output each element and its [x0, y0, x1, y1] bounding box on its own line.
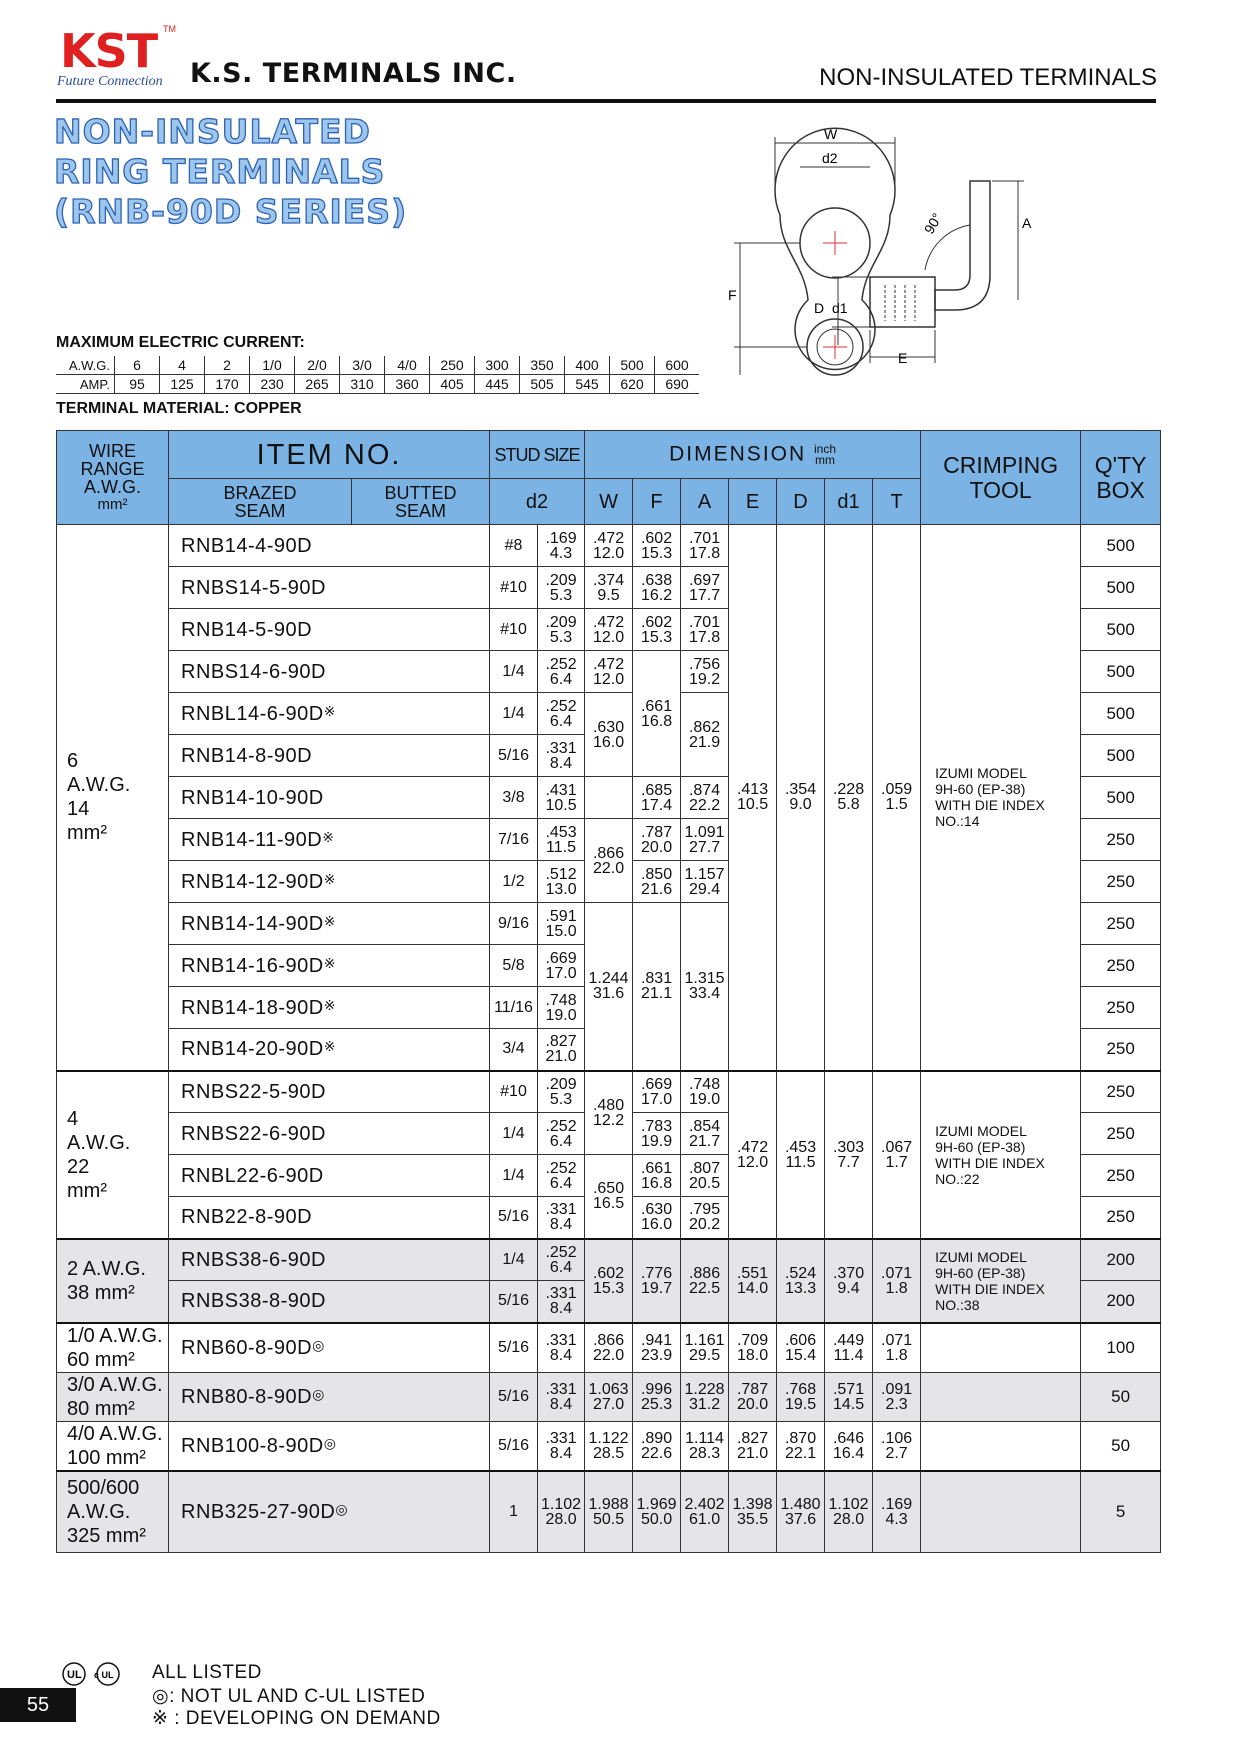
qty-box: 200: [1081, 1281, 1161, 1323]
company-name: K.S. TERMINALS INC.: [190, 58, 517, 89]
header-qty-box: Q'TY BOX: [1081, 431, 1161, 525]
a-value: .697 17.7: [681, 567, 729, 609]
f-value: .941 23.9: [633, 1323, 681, 1373]
stud-size: 5/16: [490, 1421, 538, 1471]
qty-box: 5: [1081, 1471, 1161, 1553]
table-row: [57, 1323, 1161, 1373]
item-mark: ※: [323, 870, 336, 887]
svg-text:c UL: c UL: [94, 1670, 114, 1680]
table-row: [57, 525, 1161, 567]
d2-value: .209 5.3: [538, 1071, 585, 1113]
awg-row: A.W.G. 6 4 2 1/0 2/0 3/0 4/0 250 300 350 400 500 600: [56, 356, 699, 375]
crimping-tool: [921, 1323, 1081, 1373]
stud-size: 11/16: [490, 987, 538, 1029]
legend-all-listed: ALL LISTED: [152, 1662, 262, 1683]
wire-range: 4 A.W.G. 22 mm²: [57, 1071, 169, 1239]
item-no: RNBL22-6-90D: [169, 1155, 490, 1197]
wire-range: 2 A.W.G. 38 mm²: [57, 1239, 169, 1323]
a-value: .807 20.5: [681, 1155, 729, 1197]
header-item-no: ITEM NO.: [169, 431, 490, 479]
item-no: RNBS14-5-90D: [169, 567, 490, 609]
item-no: RNBS14-6-90D: [169, 651, 490, 693]
d1-value: .646 16.4: [825, 1421, 873, 1471]
stud-size: 1: [490, 1471, 538, 1553]
d1-value: .571 14.5: [825, 1372, 873, 1421]
stud-size: 1/4: [490, 693, 538, 735]
d2-value: .209 5.3: [538, 567, 585, 609]
label-e: E: [898, 350, 908, 366]
d2-value: .453 11.5: [538, 819, 585, 861]
t-value: .106 2.7: [873, 1421, 921, 1471]
item-mark: ※: [323, 1038, 336, 1055]
d2-value: .591 15.0: [538, 903, 585, 945]
label-d1: d1: [832, 300, 848, 316]
d2-value: .331 8.4: [538, 735, 585, 777]
stud-size: 1/4: [490, 651, 538, 693]
page-number: 55: [0, 1688, 76, 1722]
item-no: RNB14-20-90D※: [169, 1029, 490, 1071]
item-no: RNBS38-6-90D: [169, 1239, 490, 1281]
stud-size: 9/16: [490, 903, 538, 945]
header-d: D: [777, 479, 825, 525]
item-no: RNB60-8-90D◎: [169, 1323, 490, 1373]
trademark: TM: [163, 24, 176, 34]
f-value: .602 15.3: [633, 609, 681, 651]
w-value: .866 22.0: [585, 1323, 633, 1373]
f-value: .602 15.3: [633, 525, 681, 567]
d2-value: .331 8.4: [538, 1323, 585, 1373]
label-d2: d2: [822, 150, 838, 166]
d2-value: .669 17.0: [538, 945, 585, 987]
t-value: .169 4.3: [873, 1471, 921, 1553]
item-no: RNB14-14-90D※: [169, 903, 490, 945]
w-value: .650 16.5: [585, 1155, 633, 1239]
wire-range: 500/600 A.W.G. 325 mm²: [57, 1471, 169, 1553]
f-value: .831 21.1: [633, 903, 681, 1071]
qty-box: 50: [1081, 1421, 1161, 1471]
f-value: .685 17.4: [633, 777, 681, 819]
e-value: .709 18.0: [729, 1323, 777, 1373]
item-no: RNB325-27-90D◎: [169, 1471, 490, 1553]
stud-size: 1/4: [490, 1239, 538, 1281]
item-mark: ◎: [335, 1500, 349, 1517]
header-rule: [56, 99, 1156, 103]
qty-box: 200: [1081, 1239, 1161, 1281]
d2-value: .252 6.4: [538, 1239, 585, 1281]
header-d1: d1: [825, 479, 873, 525]
item-no: RNB14-11-90D※: [169, 819, 490, 861]
item-mark: ※: [323, 996, 336, 1013]
stud-size: 1/4: [490, 1113, 538, 1155]
stud-size: 5/16: [490, 1372, 538, 1421]
f-value: .850 21.6: [633, 861, 681, 903]
w-value: .472 12.0: [585, 525, 633, 567]
f-value: .776 19.7: [633, 1239, 681, 1323]
crimping-tool: IZUMI MODEL 9H-60 (EP-38) WITH DIE INDEX NO.:38: [921, 1239, 1081, 1323]
table-row: [57, 1372, 1161, 1421]
terminal-diagram: [720, 125, 1170, 415]
header-brazed-seam: BRAZED SEAM: [169, 479, 352, 525]
d-value: .354 9.0: [777, 525, 825, 1071]
t-value: .091 2.3: [873, 1372, 921, 1421]
qty-box: 250: [1081, 1155, 1161, 1197]
d2-value: .331 8.4: [538, 1197, 585, 1239]
qty-box: 250: [1081, 1113, 1161, 1155]
header-wire-range: WIRE RANGE A.W.G. mm²: [57, 431, 169, 525]
item-no: RNB22-8-90D: [169, 1197, 490, 1239]
item-no: RNB80-8-90D◎: [169, 1372, 490, 1421]
d2-value: .512 13.0: [538, 861, 585, 903]
f-value: 1.969 50.0: [633, 1471, 681, 1553]
crimping-tool: IZUMI MODEL 9H-60 (EP-38) WITH DIE INDEX NO.:14: [921, 525, 1081, 1071]
a-value: .756 19.2: [681, 651, 729, 693]
stud-size: 5/8: [490, 945, 538, 987]
item-no: RNB14-18-90D※: [169, 987, 490, 1029]
crimping-tool: [921, 1372, 1081, 1421]
a-value: .874 22.2: [681, 777, 729, 819]
item-mark: ※: [323, 954, 336, 971]
item-no: RNB14-8-90D: [169, 735, 490, 777]
d2-value: .331 8.4: [538, 1421, 585, 1471]
stud-size: 7/16: [490, 819, 538, 861]
table-row: [57, 1239, 1161, 1281]
a-value: 1.315 33.4: [681, 903, 729, 1071]
crimping-tool: [921, 1471, 1081, 1553]
legend-not-listed: ◎: NOT UL AND C-UL LISTED: [152, 1686, 426, 1707]
qty-box: 500: [1081, 651, 1161, 693]
f-value: .996 25.3: [633, 1372, 681, 1421]
header-t: T: [873, 479, 921, 525]
d1-value: .449 11.4: [825, 1323, 873, 1373]
d-value: 1.480 37.6: [777, 1471, 825, 1553]
qty-box: 250: [1081, 903, 1161, 945]
e-value: 1.398 35.5: [729, 1471, 777, 1553]
a-value: .862 21.9: [681, 693, 729, 777]
stud-size: 5/16: [490, 1281, 538, 1323]
label-a: A: [1022, 215, 1032, 231]
d2-value: .331 8.4: [538, 1281, 585, 1323]
wire-range: 1/0 A.W.G. 60 mm²: [57, 1323, 169, 1373]
d2-value: .209 5.3: [538, 609, 585, 651]
item-no: RNB100-8-90D◎: [169, 1421, 490, 1471]
d1-value: .303 7.7: [825, 1071, 873, 1239]
f-value: .890 22.6: [633, 1421, 681, 1471]
qty-box: 500: [1081, 525, 1161, 567]
stud-size: #10: [490, 567, 538, 609]
item-mark: ※: [322, 828, 335, 845]
a-value: .795 20.2: [681, 1197, 729, 1239]
item-no: RNBS22-6-90D: [169, 1113, 490, 1155]
table-row: [57, 1421, 1161, 1471]
qty-box: 250: [1081, 1029, 1161, 1071]
qty-box: 100: [1081, 1323, 1161, 1373]
w-value: .866 22.0: [585, 819, 633, 903]
a-value: 1.091 27.7: [681, 819, 729, 861]
w-value: 1.988 50.5: [585, 1471, 633, 1553]
legend-developing: ※ : DEVELOPING ON DEMAND: [152, 1708, 441, 1729]
f-value: .630 16.0: [633, 1197, 681, 1239]
qty-box: 50: [1081, 1372, 1161, 1421]
header-d2: d2: [490, 479, 585, 525]
e-value: .472 12.0: [729, 1071, 777, 1239]
item-mark: ◎: [312, 1385, 325, 1402]
d2-value: .827 21.0: [538, 1029, 585, 1071]
label-d: D: [814, 300, 825, 316]
item-mark: ◎: [312, 1336, 325, 1353]
current-caption: MAXIMUM ELECTRIC CURRENT:: [56, 334, 305, 351]
t-value: .071 1.8: [873, 1323, 921, 1373]
header-crimping-tool: CRIMPING TOOL: [921, 431, 1081, 525]
svg-text:UL: UL: [67, 1669, 82, 1681]
stud-size: 3/4: [490, 1029, 538, 1071]
item-mark: ※: [323, 702, 336, 719]
d-value: .524 13.3: [777, 1239, 825, 1323]
f-value: .661 16.8: [633, 1155, 681, 1197]
a-value: 2.402 61.0: [681, 1471, 729, 1553]
d1-value: .370 9.4: [825, 1239, 873, 1323]
awg-label: A.W.G.: [56, 356, 115, 375]
header-butted-seam: BUTTED SEAM: [352, 479, 490, 525]
e-value: .413 10.5: [729, 525, 777, 1071]
a-value: 1.114 28.3: [681, 1421, 729, 1471]
qty-box: 250: [1081, 987, 1161, 1029]
header-stud-size: STUD SIZE: [490, 431, 585, 479]
d-value: .870 22.1: [777, 1421, 825, 1471]
a-value: .886 22.5: [681, 1239, 729, 1323]
w-value: .602 15.3: [585, 1239, 633, 1323]
qty-box: 250: [1081, 861, 1161, 903]
slogan: Future Connection: [57, 74, 163, 89]
stud-size: 5/16: [490, 1323, 538, 1373]
qty-box: 500: [1081, 693, 1161, 735]
d2-value: 1.102 28.0: [538, 1471, 585, 1553]
a-value: .701 17.8: [681, 609, 729, 651]
w-value: .472 12.0: [585, 609, 633, 651]
d-value: .768 19.5: [777, 1372, 825, 1421]
t-value: .071 1.8: [873, 1239, 921, 1323]
w-value: .630 16.0: [585, 693, 633, 777]
w-value: .374 9.5: [585, 567, 633, 609]
f-value: .783 19.9: [633, 1113, 681, 1155]
label-f: F: [728, 287, 737, 303]
wire-range: 3/0 A.W.G. 80 mm²: [57, 1372, 169, 1421]
a-value: .701 17.8: [681, 525, 729, 567]
section-title: NON-INSULATED TERMINALS: [819, 64, 1157, 91]
stud-size: #10: [490, 1071, 538, 1113]
w-value: .480 12.2: [585, 1071, 633, 1155]
stud-size: 3/8: [490, 777, 538, 819]
w-value: 1.244 31.6: [585, 903, 633, 1071]
header-a: A: [681, 479, 729, 525]
a-value: .748 19.0: [681, 1071, 729, 1113]
d2-value: .252 6.4: [538, 1113, 585, 1155]
d2-value: .431 10.5: [538, 777, 585, 819]
t-value: .059 1.5: [873, 525, 921, 1071]
kst-logo: KST: [60, 24, 158, 78]
item-mark: ◎: [323, 1434, 337, 1451]
ul-listed-icons: [60, 1660, 130, 1690]
header-e: E: [729, 479, 777, 525]
table-row: [57, 1071, 1161, 1113]
a-value: 1.228 31.2: [681, 1372, 729, 1421]
stud-size: 5/16: [490, 1197, 538, 1239]
f-value: .669 17.0: [633, 1071, 681, 1113]
page-title-line3: (RNB-90D SERIES): [54, 192, 408, 231]
label-angle: 90°: [920, 210, 946, 237]
amp-label: AMP.: [56, 375, 115, 394]
w-value: 1.122 28.5: [585, 1421, 633, 1471]
stud-size: 1/2: [490, 861, 538, 903]
wire-range: 4/0 A.W.G. 100 mm²: [57, 1421, 169, 1471]
d1-value: .228 5.8: [825, 525, 873, 1071]
f-value: .638 16.2: [633, 567, 681, 609]
qty-box: 500: [1081, 609, 1161, 651]
item-no: RNBS38-8-90D: [169, 1281, 490, 1323]
d2-value: .252 6.4: [538, 1155, 585, 1197]
crimping-tool: IZUMI MODEL 9H-60 (EP-38) WITH DIE INDEX NO.:22: [921, 1071, 1081, 1239]
f-value: .661 16.8: [633, 651, 681, 777]
d2-value: .252 6.4: [538, 651, 585, 693]
w-value: 1.063 27.0: [585, 1372, 633, 1421]
header-dimension: DIMENSION inch mm: [585, 431, 921, 479]
w-value: [585, 777, 633, 819]
e-value: .787 20.0: [729, 1372, 777, 1421]
stud-size: #10: [490, 609, 538, 651]
item-no: RNB14-10-90D: [169, 777, 490, 819]
w-value: .472 12.0: [585, 651, 633, 693]
e-value: .551 14.0: [729, 1239, 777, 1323]
qty-box: 250: [1081, 1197, 1161, 1239]
qty-box: 500: [1081, 777, 1161, 819]
f-value: .787 20.0: [633, 819, 681, 861]
qty-box: 500: [1081, 567, 1161, 609]
qty-box: 500: [1081, 735, 1161, 777]
header-f: F: [633, 479, 681, 525]
a-value: 1.157 29.4: [681, 861, 729, 903]
header-w: W: [585, 479, 633, 525]
d2-value: .748 19.0: [538, 987, 585, 1029]
d1-value: 1.102 28.0: [825, 1471, 873, 1553]
e-value: .827 21.0: [729, 1421, 777, 1471]
t-value: .067 1.7: [873, 1071, 921, 1239]
qty-box: 250: [1081, 819, 1161, 861]
item-mark: ※: [323, 912, 336, 929]
d2-value: .252 6.4: [538, 693, 585, 735]
item-no: RNBL14-6-90D※: [169, 693, 490, 735]
d-value: .453 11.5: [777, 1071, 825, 1239]
item-no: RNB14-16-90D※: [169, 945, 490, 987]
page-title-line2: RING TERMINALS: [54, 152, 386, 191]
crimping-tool: [921, 1421, 1081, 1471]
stud-size: 1/4: [490, 1155, 538, 1197]
d2-value: .331 8.4: [538, 1372, 585, 1421]
table-row: [57, 1471, 1161, 1553]
material-caption: TERMINAL MATERIAL: COPPER: [56, 400, 302, 417]
a-value: 1.161 29.5: [681, 1323, 729, 1373]
item-no: RNB14-4-90D: [169, 525, 490, 567]
stud-size: #8: [490, 525, 538, 567]
qty-box: 250: [1081, 1071, 1161, 1113]
label-w: W: [824, 126, 838, 142]
wire-range: 6 A.W.G. 14 mm²: [57, 525, 169, 1071]
d2-value: .169 4.3: [538, 525, 585, 567]
stud-size: 5/16: [490, 735, 538, 777]
amp-row: AMP. 95 125 170 230 265 310 360 405 445 505 545 620 690: [56, 375, 699, 394]
a-value: .854 21.7: [681, 1113, 729, 1155]
qty-box: 250: [1081, 945, 1161, 987]
d-value: .606 15.4: [777, 1323, 825, 1373]
current-table: [56, 356, 699, 394]
item-no: RNB14-12-90D※: [169, 861, 490, 903]
item-no: RNB14-5-90D: [169, 609, 490, 651]
terminal-table: [56, 430, 1161, 1553]
page-title-line1: NON-INSULATED: [54, 112, 371, 151]
item-no: RNBS22-5-90D: [169, 1071, 490, 1113]
